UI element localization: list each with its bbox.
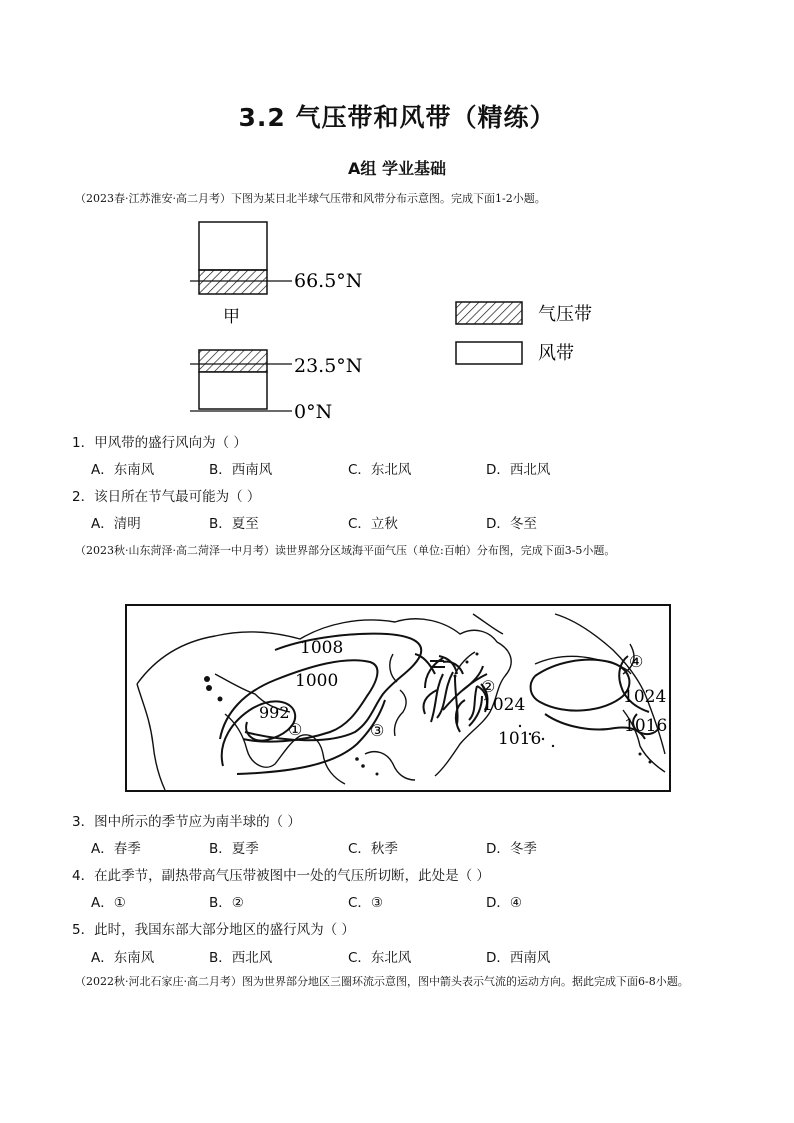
- option-d[interactable]: D．冬至: [486, 516, 537, 532]
- option-a[interactable]: A．东南风: [91, 950, 155, 966]
- pressure-belt-235: [199, 350, 267, 372]
- lower-belt-box: [199, 350, 267, 409]
- sea-level-pressure-map: [125, 604, 671, 792]
- latitude-label-0: 0°N: [294, 401, 333, 423]
- isobar-label-1024-pacific: 1024: [482, 695, 526, 715]
- option-b[interactable]: B．夏至: [209, 516, 259, 532]
- option-b[interactable]: B．西北风: [209, 950, 273, 966]
- option-a[interactable]: A．东南风: [91, 462, 155, 478]
- pressure-belt-665: [199, 270, 267, 294]
- question-2: 2．该日所在节气最可能为（ ）: [72, 489, 261, 505]
- option-a[interactable]: A．①: [91, 895, 126, 911]
- pressure-wind-belt-figure: [0, 0, 794, 430]
- question-5-options: [91, 946, 691, 966]
- isobar-label-1016-pacific: 1016: [498, 729, 542, 749]
- group-heading: A组 学业基础: [348, 159, 446, 178]
- isobar-label-992: 992: [259, 703, 290, 722]
- legend-wind-swatch: [456, 342, 522, 364]
- marker-3: ③: [370, 721, 385, 740]
- legend-pressure-swatch: [456, 302, 522, 324]
- latitude-label-235: 23.5°N: [294, 355, 363, 377]
- option-b[interactable]: B．夏季: [209, 841, 259, 857]
- legend-pressure-label: 气压带: [538, 304, 592, 325]
- isobar-label-1000: 1000: [295, 671, 339, 691]
- jia-label: 甲: [223, 307, 240, 327]
- option-d[interactable]: D．④: [486, 895, 522, 911]
- question-5: 5．此时，我国东部大部分地区的盛行风为（ ）: [72, 922, 355, 938]
- section2-intro: （2023秋·山东菏泽·高二菏泽一中月考）读世界部分区域海平面气压（单位:百帕）分布图，完成下面3-5小题。: [75, 544, 616, 557]
- option-d[interactable]: D．西南风: [486, 950, 551, 966]
- question-1: 1．甲风带的盛行风向为（ ）: [72, 435, 247, 451]
- marker-1: ①: [288, 720, 303, 739]
- upper-belt-box: [199, 222, 267, 294]
- isobar-label-1008: 1008: [300, 638, 344, 658]
- marker-2: ②: [481, 677, 496, 696]
- question-3-options: [91, 837, 691, 857]
- isobar-label-1016-atlantic: 1016: [624, 716, 668, 736]
- option-d[interactable]: D．西北风: [486, 462, 551, 478]
- option-c[interactable]: C．立秋: [348, 516, 398, 532]
- marker-4: ④: [629, 652, 644, 671]
- section3-intro: （2022秋·河北石家庄·高二月考）图为世界部分地区三圈环流示意图，图中箭头表示气流的运动方向。据此完成下面6-8小题。: [75, 975, 689, 988]
- question-2-options: [91, 512, 691, 532]
- question-3: 3．图中所示的季节应为南半球的（ ）: [72, 814, 301, 830]
- page-title: 3.2 气压带和风带（精练）: [238, 103, 556, 132]
- option-a[interactable]: A．春季: [91, 841, 141, 857]
- option-c[interactable]: C．秋季: [348, 841, 398, 857]
- question-4-options: [91, 891, 691, 911]
- section1-intro: （2023春·江苏淮安·高二月考）下图为某日北半球气压带和风带分布示意图。完成下面1-2小题。: [75, 192, 546, 205]
- legend-wind-label: 风带: [538, 343, 574, 364]
- question-4: 4．在此季节，副热带高气压带被图中一处的气压所切断，此处是（ ）: [72, 868, 490, 884]
- option-c[interactable]: C．东北风: [348, 950, 412, 966]
- option-b[interactable]: B．西南风: [209, 462, 273, 478]
- option-b[interactable]: B．②: [209, 895, 244, 911]
- option-c[interactable]: C．东北风: [348, 462, 412, 478]
- question-1-options: [91, 458, 691, 478]
- option-d[interactable]: D．冬季: [486, 841, 537, 857]
- isobar-label-1024-atlantic: 1024: [623, 687, 667, 707]
- option-c[interactable]: C．③: [348, 895, 384, 911]
- latitude-label-665: 66.5°N: [294, 270, 363, 292]
- option-a[interactable]: A．清明: [91, 516, 141, 532]
